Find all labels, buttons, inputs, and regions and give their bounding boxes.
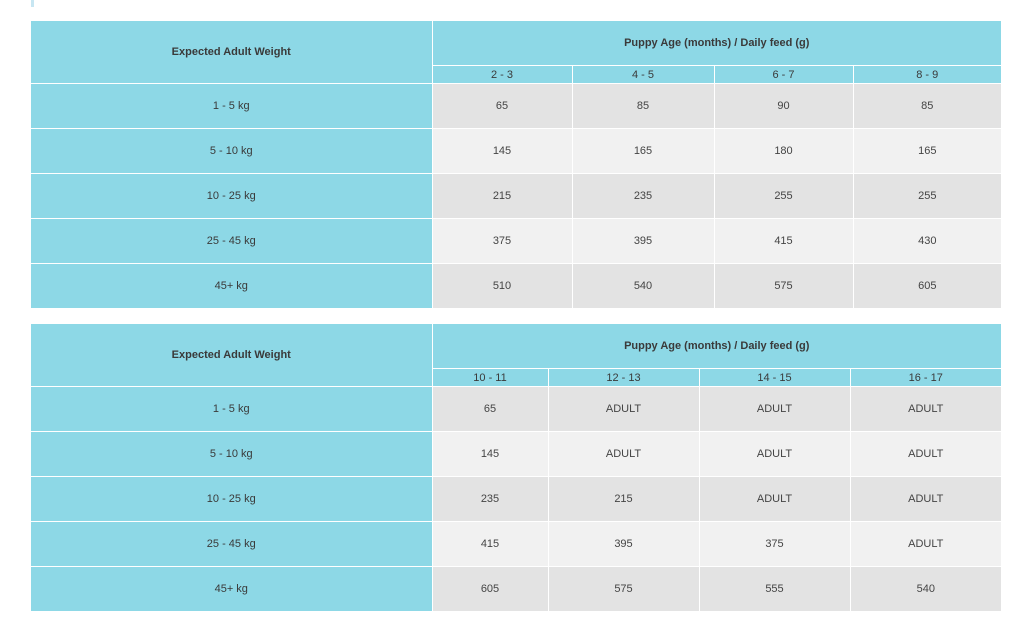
age-column-header: 6 - 7 [714,66,853,84]
age-column-header: 14 - 15 [699,369,850,387]
feed-value-cell: 575 [548,567,699,612]
feed-value-cell: ADULT [850,432,1001,477]
feed-value-cell: 180 [714,129,853,174]
age-column-header: 16 - 17 [850,369,1001,387]
feed-value-cell: 255 [853,174,1001,219]
feed-value-cell: 255 [714,174,853,219]
feed-value-cell: 65 [432,387,548,432]
feed-value-cell: ADULT [850,477,1001,522]
weight-cell: 45+ kg [31,567,432,612]
feed-value-cell: ADULT [699,432,850,477]
table-row [31,264,1001,309]
feed-value-cell: 85 [853,84,1001,129]
table-row [31,432,1001,477]
feed-value-cell: 215 [432,174,572,219]
feed-value-cell: 510 [432,264,572,309]
expected-adult-weight-header: Expected Adult Weight [31,21,432,84]
feed-value-cell: 90 [714,84,853,129]
feed-value-cell: ADULT [850,522,1001,567]
feed-value-cell: 395 [548,522,699,567]
feeding-table-2 [31,324,1001,611]
weight-cell: 5 - 10 kg [31,432,432,477]
feeding-table-1 [31,21,1001,308]
table-header-row [31,21,1001,66]
feed-value-cell: 415 [714,219,853,264]
table-row [31,522,1001,567]
feed-value-cell: 605 [432,567,548,612]
feed-value-cell: 235 [432,477,548,522]
table-row [31,129,1001,174]
table-row [31,477,1001,522]
feed-value-cell: ADULT [850,387,1001,432]
table-row [31,219,1001,264]
feed-value-cell: 145 [432,129,572,174]
puppy-age-daily-feed-header: Puppy Age (months) / Daily feed (g) [432,21,1001,66]
feed-value-cell: 430 [853,219,1001,264]
age-column-header: 10 - 11 [432,369,548,387]
feed-value-cell: ADULT [548,387,699,432]
table-row [31,84,1001,129]
feed-value-cell: 395 [572,219,714,264]
feed-value-cell: 555 [699,567,850,612]
weight-cell: 25 - 45 kg [31,522,432,567]
feed-value-cell: 415 [432,522,548,567]
feed-value-cell: 605 [853,264,1001,309]
feed-value-cell: 65 [432,84,572,129]
feed-value-cell: ADULT [699,387,850,432]
feed-value-cell: 165 [572,129,714,174]
age-column-header: 12 - 13 [548,369,699,387]
age-column-header: 2 - 3 [432,66,572,84]
expected-adult-weight-header: Expected Adult Weight [31,324,432,387]
table-header-row [31,324,1001,369]
feed-value-cell: 145 [432,432,548,477]
weight-cell: 1 - 5 kg [31,84,432,129]
feed-value-cell: 575 [714,264,853,309]
table-row [31,567,1001,612]
feed-value-cell: 215 [548,477,699,522]
feed-value-cell: ADULT [548,432,699,477]
feed-value-cell: 540 [572,264,714,309]
feed-value-cell: 540 [850,567,1001,612]
feed-value-cell: 375 [432,219,572,264]
table-row [31,174,1001,219]
weight-cell: 10 - 25 kg [31,174,432,219]
age-column-header: 8 - 9 [853,66,1001,84]
weight-cell: 1 - 5 kg [31,387,432,432]
age-column-header: 4 - 5 [572,66,714,84]
table-row [31,387,1001,432]
puppy-age-daily-feed-header: Puppy Age (months) / Daily feed (g) [432,324,1001,369]
top-accent-bar [31,0,34,7]
feed-value-cell: 375 [699,522,850,567]
feed-value-cell: 85 [572,84,714,129]
weight-cell: 25 - 45 kg [31,219,432,264]
feed-value-cell: 235 [572,174,714,219]
weight-cell: 10 - 25 kg [31,477,432,522]
feed-value-cell: ADULT [699,477,850,522]
feed-value-cell: 165 [853,129,1001,174]
weight-cell: 5 - 10 kg [31,129,432,174]
weight-cell: 45+ kg [31,264,432,309]
